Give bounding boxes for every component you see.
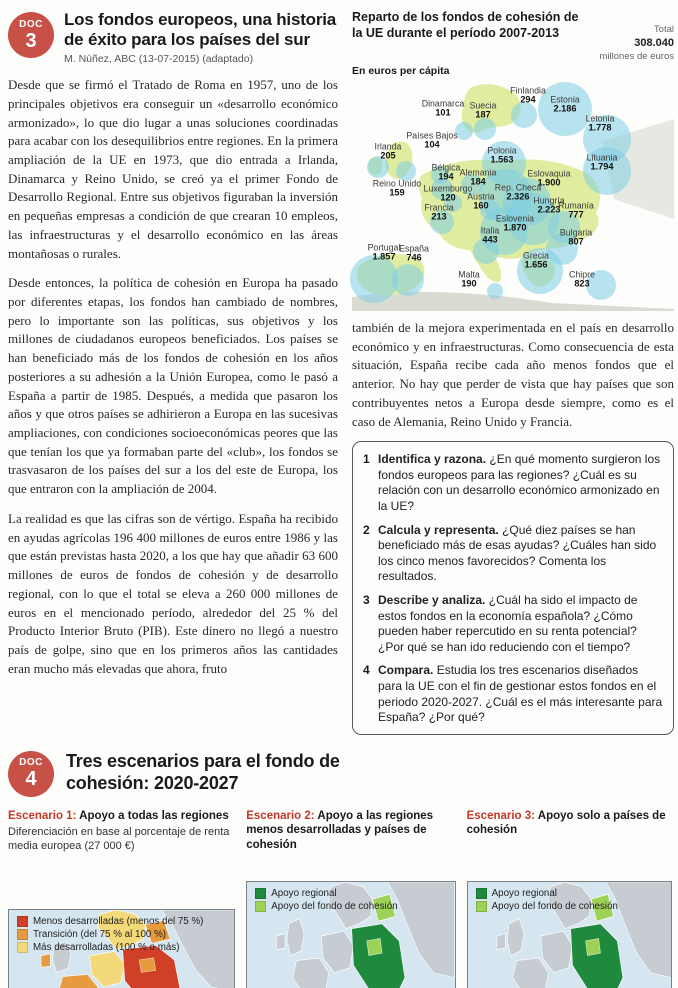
legend-label: Apoyo del fondo de cohesión [491, 900, 618, 912]
legend-swatch [255, 888, 266, 899]
country-name: Hungría [533, 195, 565, 206]
country-name: España [399, 243, 429, 254]
activity-item [363, 452, 663, 514]
country-name: Bélgica [431, 162, 461, 173]
country-value: 104 [424, 139, 440, 150]
activity-text: Compara. Estudia los tres escenarios diseñados para la UE con el fin de gestionar estos fondos en el periodo 2020-2027. ¿Cuál es el más interesante para España? ¿Por qué? [378, 663, 663, 725]
doc3-left-column [8, 10, 338, 735]
country-value: 777 [568, 209, 584, 220]
legend-label: Más desarrolladas (100 % o más) [33, 941, 180, 953]
doc4-badge-number: 4 [25, 768, 37, 791]
legend-swatch [17, 942, 28, 953]
scenario-2-heading-text: Apoyo a las regiones menos desarrolladas y países de cohesión [246, 809, 434, 851]
body-paragraph: La realidad es que las cifras son de vértigo. España ha recibido en ayudas agrícolas 196 400 millones de euros entre 1986 y las que están previstas hasta 2020, a los que hay que añadir 63 600 millones de euros de fondos de cohesión y de desarrollo regional, con lo que el total se eleva a 260 000 millones de euros en el mencionado período, alrededor del 25 % del Producto Interior Bruto (PIB). Este dinero no llegó a nuestro país de golpe, sino que en los primeros años las cantidades eran mucho más elevadas que ahora, fruto [8, 510, 338, 676]
country-label [460, 168, 497, 187]
country-name: Rep. Checa [494, 182, 542, 193]
country-value: 807 [568, 236, 584, 247]
scenario-2-label: Escenario 2: [246, 809, 315, 822]
country-label [586, 114, 615, 133]
country-value: 823 [574, 278, 590, 289]
map-title: Reparto de los fondos de cohesión de la UE durante el período 2007-2013 [352, 10, 579, 40]
country-label [399, 244, 429, 263]
country-value: 1.778 [588, 122, 612, 133]
country-label [432, 163, 461, 182]
body-paragraph: Desde entonces, la política de cohesión en Europa ha pasado por diferentes etapas, los fondos han cambiado de nombres, pero lo importante son las políticas, sus objetivos y los millones de ciudadanos europeos beneficiados. Los países se han beneficiado más de los fondos de cohesión en los años posteriores a su adhesión a la Unión Europea, como le pasó a España a partir de 1985. Después, a medida que pasaron los años y que otros países se adhirieron a Europa en las sucesivas ampliaciones, con condiciones socioeconómicas peores que las que tenían los que ya formaban parte del «club», los fondos se trasvasaron de los países del sur a los del este de Europa, los que entraron con la ampliación de 2004. [8, 275, 338, 497]
legend-item [476, 901, 618, 912]
country-value: 1.857 [372, 251, 396, 262]
country-value: 213 [431, 211, 447, 222]
country-label [560, 228, 592, 247]
cohesion-map-block [352, 10, 674, 311]
country-name: Alemania [459, 167, 497, 178]
country-value: 1.656 [524, 259, 548, 270]
legend-label: Apoyo del fondo de cohesión [271, 900, 398, 912]
country-bubble [511, 102, 537, 128]
country-value: 194 [438, 171, 454, 182]
country-label [458, 270, 480, 289]
country-name: Irlanda [374, 141, 402, 152]
scenario-3-map [467, 881, 672, 988]
country-label [373, 179, 421, 198]
country-value: 1.563 [490, 154, 514, 165]
map-total [587, 24, 674, 63]
country-value: 443 [482, 234, 498, 245]
scenario-legend [17, 916, 203, 955]
country-bubble [474, 118, 496, 140]
country-value: 184 [470, 176, 486, 187]
doc4-title: Tres escenarios para el fondo de cohesión: 2020-2027 [66, 751, 340, 793]
country-bubble [487, 283, 503, 299]
country-value: 2.186 [553, 103, 577, 114]
doc3-title: Los fondos europeos, una historia de éxito para los países del sur [64, 10, 337, 50]
country-name: Francia [424, 202, 454, 213]
scenario-3-heading [467, 809, 672, 838]
scenario-2-heading [246, 809, 455, 852]
country-value: 187 [475, 109, 491, 120]
country-value: 1.794 [590, 161, 614, 172]
activity-number: 3 [363, 593, 370, 608]
country-label [496, 214, 534, 233]
legend-swatch [17, 929, 28, 940]
country-name: Malta [458, 269, 480, 280]
legend-item [476, 888, 618, 899]
doc3-body-continued: también de la mejora experimentada en el país en desarrollo económico y en infraestructuras. Como consecuencia de esta situación, España recibe cada año menos fondos que el anterior. No hay que perder de vista que hay países que son contribuyentes netos a Europa desde siempre, como es el caso de Alemania, Reino Unido y Francia. [352, 319, 674, 429]
legend-swatch [255, 901, 266, 912]
country-value: 1.900 [537, 177, 561, 188]
scenario-1-heading [8, 809, 235, 823]
country-name: Estonia [550, 94, 580, 105]
scenario-1 [8, 809, 235, 988]
scenarios-row [8, 809, 672, 988]
doc3-badge [8, 12, 54, 58]
country-name: Grecia [523, 250, 549, 261]
country-label [424, 203, 453, 222]
activity-item [363, 593, 663, 655]
doc3-header [8, 10, 338, 65]
country-value: 2.223 [537, 204, 561, 215]
scenario-2 [246, 809, 455, 988]
scenario-1-heading-text: Apoyo a todas las regiones [76, 809, 229, 822]
country-name: Portugal [367, 242, 401, 253]
country-label [510, 86, 546, 105]
activity-number: 2 [363, 522, 370, 537]
country-label [569, 270, 595, 289]
country-label [467, 192, 494, 211]
country-label [422, 99, 465, 118]
country-name: Polonia [487, 145, 517, 156]
country-value: 120 [440, 192, 456, 203]
legend-item [17, 916, 203, 927]
country-name: Rumanía [558, 200, 594, 211]
scenario-legend [255, 888, 397, 914]
activity-item [363, 523, 663, 585]
country-value: 746 [406, 252, 422, 263]
scenario-3-heading-text: Apoyo solo a países de cohesión [466, 809, 666, 837]
country-label [368, 243, 401, 262]
activities-box [352, 441, 674, 735]
country-label [523, 251, 549, 270]
country-name: Países Bajos [406, 130, 458, 141]
map-total-label: Total [653, 24, 674, 35]
country-label [487, 146, 516, 165]
legend-swatch [476, 888, 487, 899]
country-name: Austria [467, 191, 495, 202]
country-value: 205 [380, 150, 396, 161]
scenario-1-label: Escenario 1: [8, 809, 77, 822]
activity-text: Identifica y razona. ¿En qué momento surgieron los fondos europeos para las regiones? ¿Cuál es su relación con un desarrollo económico armonizado en la UE? [378, 452, 661, 514]
scenario-2-map [246, 881, 455, 988]
country-value: 2.326 [506, 191, 530, 202]
activity-text: Calcula y representa. ¿Qué diez países se han beneficiado más de esas ayudas? ¿Cuáles han sido los cinco menos favorecidos? Comenta los resultados. [378, 522, 657, 584]
doc3-badge-label: DOC [19, 18, 43, 30]
country-label [587, 153, 618, 172]
country-value: 101 [435, 107, 451, 118]
body-paragraph: Desde que se firmó el Tratado de Roma en 1957, uno de los principales objetivos era conseguir un «desarrollo económico armonizado», lo que dio lugar a unas soluciones coordinadas para acabar con los desequilibrios entre regiones. En la primera ampliación de la UE en 1973, que dio entrada a Irlanda, Dinamarca y Reino Unido, se creó ya el primer Fondo de Desarrollo Regional. Entre sus objetivos figuraban la inversión en pequeñas empresas a condición de que crearan 10 empleos, las infraestructuras y el desarrollo económico en las áreas montañosas o rurales. [8, 77, 338, 261]
legend-item [17, 929, 203, 940]
legend-swatch [17, 916, 28, 927]
country-name: Suecia [469, 100, 497, 111]
country-bubble [455, 122, 473, 140]
country-name: Eslovaquia [527, 168, 571, 179]
doc4-header [8, 749, 672, 797]
legend-swatch [476, 901, 487, 912]
country-label [558, 201, 594, 220]
country-name: Finlandia [510, 85, 546, 96]
country-label [470, 101, 497, 120]
legend-item [17, 942, 203, 953]
activity-item [363, 663, 663, 725]
legend-label: Apoyo regional [491, 887, 557, 899]
scenario-3 [467, 809, 672, 988]
doc3-badge-number: 3 [25, 29, 37, 52]
country-value: 159 [389, 187, 405, 198]
doc3-right-column [352, 10, 674, 735]
country-name: Dinamarca [421, 98, 465, 109]
scenario-1-subtitle: Diferenciación en base al porcentaje de renta media europea (27 000 €) [8, 826, 230, 852]
country-name: Italia [480, 225, 500, 236]
country-name: Letonia [585, 113, 615, 124]
country-value: 160 [473, 200, 489, 211]
legend-item [255, 901, 397, 912]
country-name: Chipre [569, 269, 595, 280]
activity-number: 1 [363, 452, 370, 467]
map-total-value: 308.040 [634, 37, 674, 50]
country-name: Reino Unido [372, 178, 422, 189]
legend-item [255, 888, 397, 899]
country-value: 190 [461, 278, 477, 289]
country-name: Eslovenia [495, 213, 535, 224]
country-label [527, 169, 570, 188]
doc4-badge-label: DOC [19, 757, 43, 769]
map-subtitle: En euros per cápita [352, 64, 450, 77]
country-name: Luxemburgo [423, 183, 473, 194]
country-label [375, 142, 402, 161]
country-value: 294 [520, 94, 536, 105]
activity-number: 4 [363, 663, 370, 678]
legend-label: Menos desarrolladas (menos del 75 %) [33, 915, 204, 927]
legend-label: Transición (del 75 % al 100 %) [33, 928, 167, 940]
country-name: Lituania [586, 152, 618, 163]
doc3-byline: M. Núñez, ABC (13-07-2015) (adaptado) [64, 53, 254, 66]
scenario-3-label: Escenario 3: [466, 809, 536, 822]
scenario-legend [476, 888, 618, 914]
activity-text: Describe y analiza. ¿Cuál ha sido el impacto de estos fondos en la economía española? ¿Cómo pueden haber repercutido en su renta potencial? ¿Por qué se han ido reduciendo con el tiempo? [378, 593, 638, 654]
country-bubble [392, 264, 424, 296]
country-label [481, 226, 500, 245]
legend-label: Apoyo regional [271, 887, 337, 899]
country-value: 1.870 [503, 222, 527, 233]
doc3-body-text [8, 76, 338, 678]
map-total-unit: millones de euros [599, 50, 674, 62]
scenario-1-map [8, 909, 235, 988]
europe-bubble-map [352, 79, 674, 311]
country-label [406, 131, 457, 150]
doc4-badge [8, 751, 54, 797]
country-name: Bulgaria [559, 227, 593, 238]
country-label [550, 95, 579, 114]
